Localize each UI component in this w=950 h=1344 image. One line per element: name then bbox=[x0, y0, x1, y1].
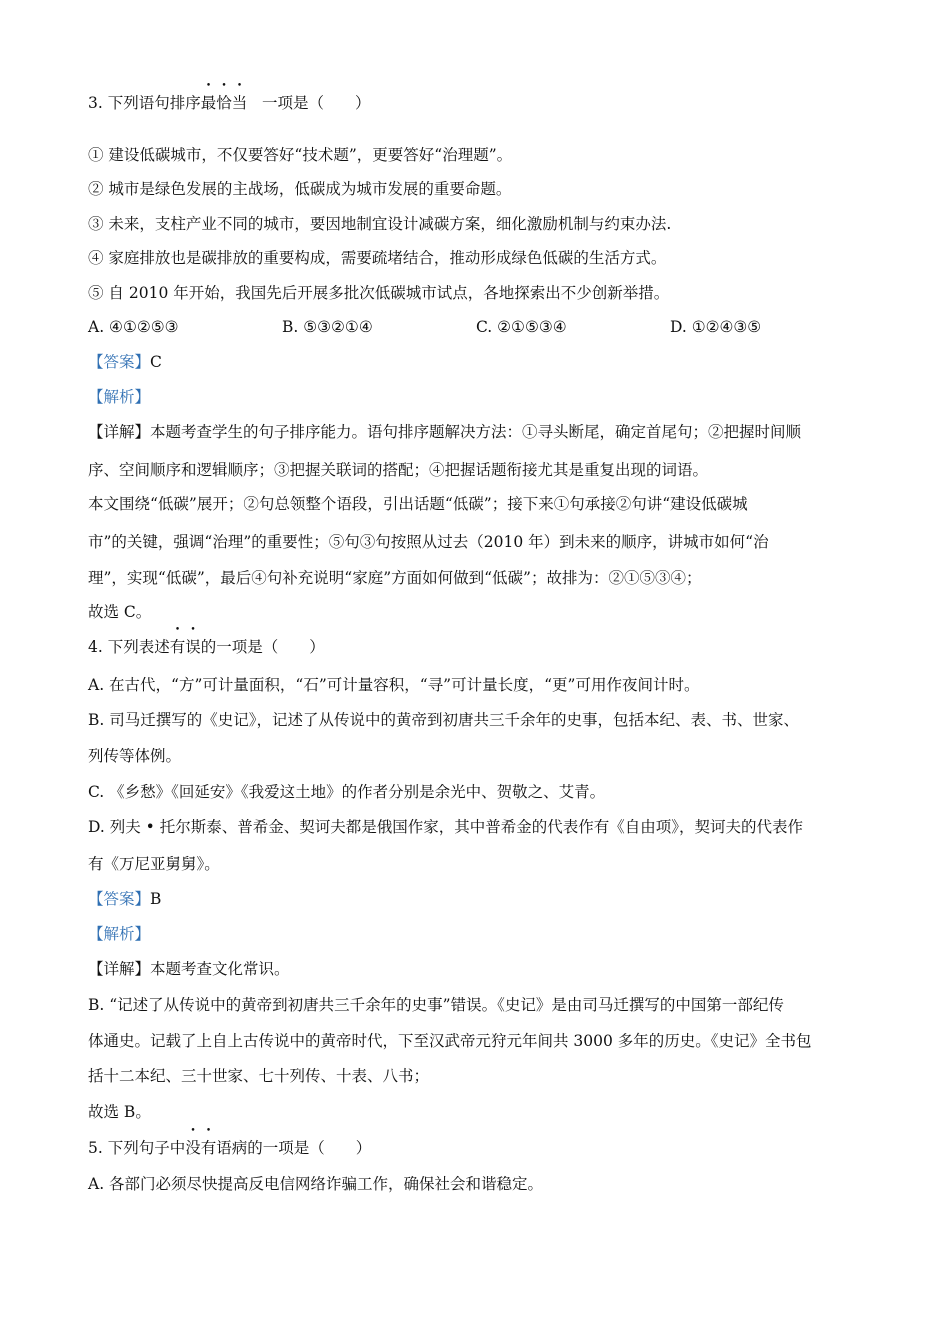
q3-item-2: ② 城市是绿色发展的主战场，低碳成为城市发展的重要命题。 bbox=[88, 180, 512, 198]
q3-detail-line-5: 理”，实现“低碳”，最后④句补充说明“家庭”方面如何做到“低碳”；故排为：②①⑤③④； bbox=[88, 569, 702, 587]
q4-emphasis-char-1: 有 bbox=[169, 638, 186, 656]
q4-option-d: D. 列夫 • 托尔斯泰、普希金、契诃夫都是俄国作家，其中普希金的代表作有《自由项》，契诃夫的代表作 bbox=[88, 818, 803, 836]
q4-answer bbox=[88, 889, 161, 909]
q4-option-b: B. 司马迁撰写的《史记》，记述了从传说中的黄帝到初唐共三千余年的史事，包括本纪、表、书、世家、 bbox=[88, 711, 799, 729]
q3-detail-line-3: 本文围绕“低碳”展开；②句总领整个语段，引出话题“低碳”；接下来①句承接②句讲“建设低碳城 bbox=[88, 495, 748, 513]
q4-option-d-cont: 有《万尼亚舅舅》。 bbox=[88, 855, 220, 873]
q4-conclusion: 故选 B。 bbox=[88, 1103, 151, 1121]
answer-value: B bbox=[150, 890, 162, 908]
q4-analysis-tag: 【解析】 bbox=[88, 925, 151, 943]
q3-emphasis-char-3: 当 bbox=[231, 94, 248, 112]
q3-detail-line-2: 序、空间顺序和逻辑顺序；③把握关联词的搭配；④把握话题衔接尤其是重复出现的词语。 bbox=[88, 461, 709, 479]
answer-tag: 【答案】 bbox=[88, 353, 151, 371]
q3-detail-line-4: 市”的关键，强调“治理”的重要性；⑤句③句按照从过去（2010 年）到未来的顺序，讲城市如何“治 bbox=[88, 533, 769, 551]
q3-option-a: A. ④①②⑤③ bbox=[88, 318, 179, 336]
q5-emphasis-char-2: 有 bbox=[200, 1139, 217, 1157]
q3-item-3: ③ 未来，支柱产业不同的城市，要因地制宜设计减碳方案，细化激励机制与约束办法. bbox=[88, 215, 672, 233]
q4-emphasis-char-2: 误 bbox=[185, 638, 201, 656]
q3-emphasis-char-2: 恰 bbox=[216, 94, 232, 112]
q3-stem: 3. 下列语句排序最恰当 一项是（ ） bbox=[88, 94, 371, 112]
q4-stem: 4. 下列表述有误的一项是（ ） bbox=[88, 638, 325, 656]
q4-option-a: A. 在古代，“方”可计量面积，“石”可计量容积，“寻”可计量长度，“更”可用作夜间计时。 bbox=[88, 676, 700, 694]
q4-detail-line-3: 体通史。记载了上自上古传说中的黄帝时代，下至汉武帝元狩元年间共 3000 多年的历史。《史记》全书包 bbox=[88, 1032, 812, 1050]
q4-option-c: C. 《乡愁》《回延安》《我爱这土地》的作者分别是余光中、贺敬之、艾青。 bbox=[88, 783, 606, 801]
q3-option-c: C. ②①⑤③④ bbox=[476, 318, 567, 336]
q3-analysis-tag: 【解析】 bbox=[88, 388, 151, 406]
q3-item-1: ① 建设低碳城市，不仅要答好“技术题”，更要答好“治理题”。 bbox=[88, 146, 513, 164]
q3-item-4: ④ 家庭排放也是碳排放的重要构成，需要疏堵结合，推动形成绿色低碳的生活方式。 bbox=[88, 249, 667, 267]
q3-answer bbox=[88, 352, 162, 372]
answer-value: C bbox=[150, 353, 162, 371]
q3-detail-line-1: 【详解】本题考查学生的句子排序能力。语句排序题解决方法：①寻头断尾，确定首尾句；②把握时间顺 bbox=[88, 423, 802, 441]
q4-option-b-cont: 列传等体例。 bbox=[88, 747, 182, 765]
q3-conclusion: 故选 C。 bbox=[88, 603, 152, 621]
answer-tag: 【答案】 bbox=[88, 890, 151, 908]
q3-emphasis-char-1: 最 bbox=[200, 94, 217, 112]
q4-detail-line-4: 括十二本纪、三十世家、七十列传、十表、八书； bbox=[88, 1067, 430, 1085]
q5-emphasis-char-1: 没 bbox=[185, 1139, 201, 1157]
q4-detail-line-2: B. “记述了从传说中的黄帝到初唐共三千余年的史事”错误。《史记》是由司马迁撰写的中国第一部纪传 bbox=[88, 996, 784, 1014]
q4-detail-line-1: 【详解】本题考查文化常识。 bbox=[88, 960, 290, 978]
q5-stem: 5. 下列句子中没有语病的一项是（ ） bbox=[88, 1139, 372, 1157]
q3-option-d: D. ①②④③⑤ bbox=[670, 318, 762, 336]
q3-option-b: B. ⑤③②①④ bbox=[282, 318, 373, 336]
q3-item-5: ⑤ 自 2010 年开始，我国先后开展多批次低碳城市试点，各地探索出不少创新举措。 bbox=[88, 284, 670, 302]
q5-option-a: A. 各部门必须尽快提高反电信网络诈骗工作，确保社会和谐稳定。 bbox=[88, 1175, 544, 1193]
